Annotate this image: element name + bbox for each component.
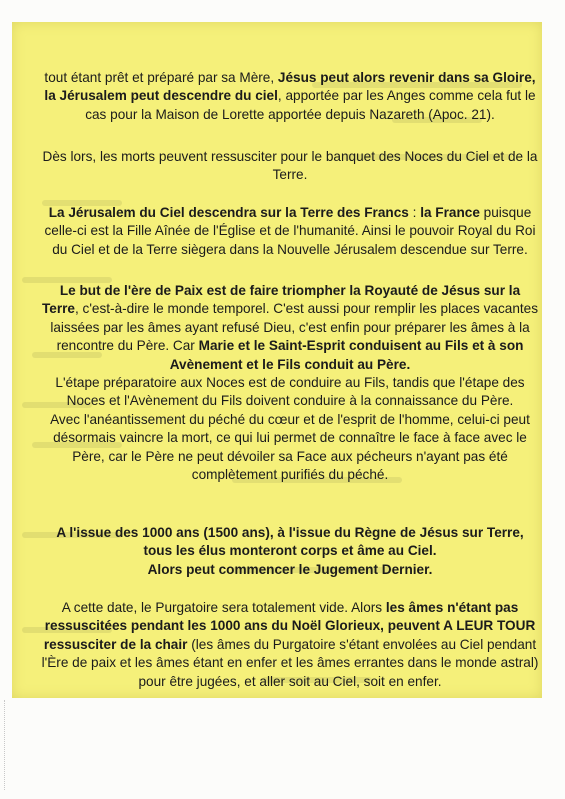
text-line: désormais vaincre la mort, ce qui lui permet de connaître le face à face avec le xyxy=(53,430,527,446)
text-line: celle-ci est la Fille Aînée de l'Église et de l'humanité. Ainsi le pouvoir Royal du Roi xyxy=(44,223,536,239)
text-line: laissées par les âmes ayant refusé Dieu, c'est enfin pour préparer les âmes à la xyxy=(50,319,530,335)
text-line: Avec l'anéantissement du péché du cœur et de l'esprit de l'homme, celui-ci peut xyxy=(50,411,530,427)
paragraph-purgatory xyxy=(34,599,546,691)
text-line: Alors peut commencer le Jugement Dernier. xyxy=(147,561,433,577)
text-line: du Ciel et de la Terre siègera dans la Nouvelle Jérusalem descendue sur Terre. xyxy=(52,241,528,257)
paragraph-era-of-peace xyxy=(34,282,546,484)
paragraph-resurrection xyxy=(34,148,546,185)
text-line: A cette date, le Purgatoire sera totalement vide. Alors les âmes n'étant pas xyxy=(61,600,519,615)
paragraph-last-judgement xyxy=(34,524,546,579)
text-line: L'étape préparatoire aux Noces est de conduire au Fils, tandis que l'étape des xyxy=(55,375,525,391)
paragraph-jerusalem-france xyxy=(34,204,546,259)
text-line: la Jérusalem peut descendre du ciel, apportée par les Anges comme cela fut le xyxy=(44,88,536,104)
paragraph-return-of-jesus xyxy=(34,69,546,124)
text-line: l'Ère de paix et les âmes étant en enfer et les âmes errantes dans le monde astral) xyxy=(41,655,539,671)
text-line: ressuscitées pendant les 1000 ans du Noël Glorieux, peuvent A LEUR TOUR xyxy=(44,618,536,634)
yellow-paper-sheet xyxy=(12,22,542,698)
margin-mark xyxy=(4,700,15,790)
text-line: A l'issue des 1000 ans (1500 ans), à l'issue du Règne de Jésus sur Terre, xyxy=(56,525,524,540)
text-line: Terre, c'est-à-dire le monde temporel. C'est aussi pour remplir les places vacantes xyxy=(41,301,539,317)
text-line: tout étant prêt et préparé par sa Mère, Jésus peut alors revenir dans sa Gloire, xyxy=(44,70,536,85)
text-line: Noces et l'Avènement du Fils doivent conduire à la connaissance du Père. xyxy=(66,393,514,409)
text-line: Avènement et le Fils conduit au Père. xyxy=(169,356,411,372)
text-line: La Jérusalem du Ciel descendra sur la Terre des Francs : la France puisque xyxy=(48,205,532,220)
text-line: rencontre du Père. Car Marie et le Saint-Esprit conduisent au Fils et à son xyxy=(56,338,524,354)
text-line: Terre. xyxy=(272,167,308,183)
text-line: Le but de l'ère de Paix est de faire triompher la Royauté de Jésus sur la xyxy=(59,283,521,298)
text-line: pour être jugées, et aller soit au Ciel, soit en enfer. xyxy=(138,673,442,689)
text-line: Dès lors, les morts peuvent ressusciter pour le banquet des Noces du Ciel et de la xyxy=(42,149,538,164)
text-line: tous les élus monteront corps et âme au Ciel. xyxy=(143,543,437,559)
text-line: Père, car le Père ne peut dévoiler sa Face aux pécheurs n'ayant pas été xyxy=(72,448,508,464)
text-line: complètement purifiés du péché. xyxy=(191,467,389,483)
text-line: cas pour la Maison de Lorette apportée depuis Nazareth (Apoc. 21). xyxy=(85,106,495,122)
text-line: ressusciter de la chair (les âmes du Purgatoire s'étant envolées au Ciel pendant xyxy=(43,636,537,652)
